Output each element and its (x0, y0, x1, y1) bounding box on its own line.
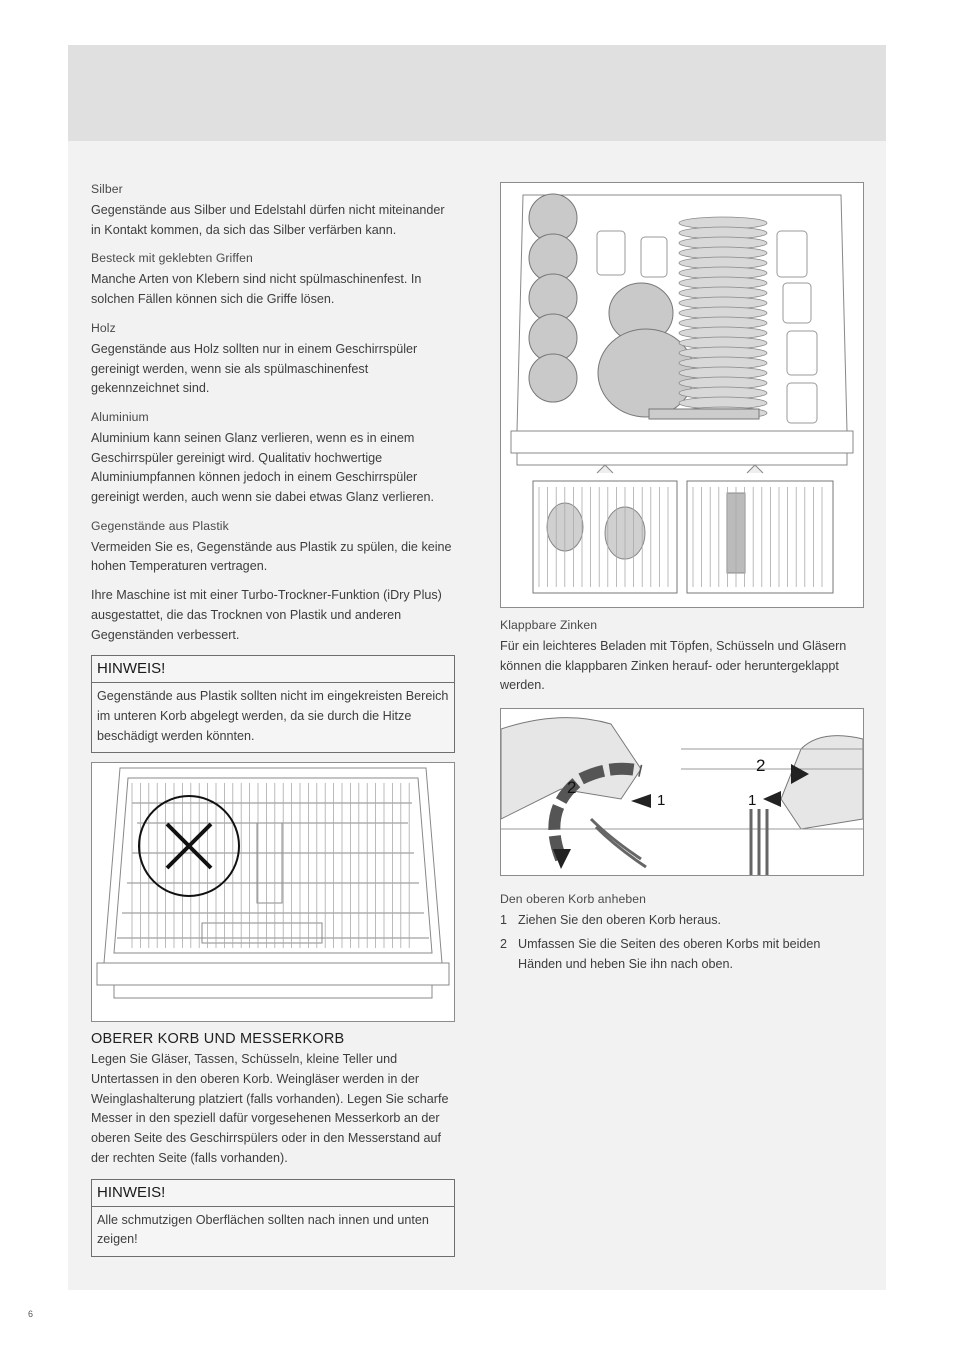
wood-text: Gegenstände aus Holz sollten nur in einem Geschirrspüler gereinigt werden, wenn sie als spülmaschinenfest gekennzeichnet sind. (91, 341, 418, 396)
aluminium-heading: Aluminium (91, 409, 149, 424)
lift-step-text: Ziehen Sie den oberen Korb heraus. (518, 913, 722, 928)
foldable-tines-illustration (501, 709, 863, 875)
notice-box-plastic (91, 655, 455, 753)
right-column (500, 182, 864, 978)
label-left-2: 2 (567, 778, 577, 798)
notice-title: HINWEIS! (92, 656, 454, 683)
notice-text: Gegenstände aus Plastik sollten nicht im eingekreisten Bereich im unteren Korb abgelegt werden, da sie durch die Hitze beschädigt werden könnten. (97, 689, 449, 743)
notice-box-surfaces (91, 1179, 455, 1257)
lift-step-number: 2 (500, 936, 508, 951)
label-left-1: 1 (657, 792, 666, 810)
lift-step (500, 935, 864, 974)
foldable-text: Für ein leichteres Beladen mit Töpfen, Schüsseln und Gläsern können die klappbaren Zinken herauf- oder heruntergeklappt werden. (500, 639, 847, 693)
notice-title-2: HINWEIS! (92, 1180, 454, 1207)
upper-basket-figure (500, 182, 864, 608)
plastic-text: Vermeiden Sie es, Gegenstände aus Plastik zu spülen, die keine hohen Temperaturen vertragen. (91, 539, 452, 574)
notice-text-2: Alle schmutzigen Oberflächen sollten nach innen und unten zeigen! (97, 1212, 429, 1247)
page-number: 6 (28, 1309, 34, 1319)
label-right-1: 1 (748, 792, 757, 810)
silver-text: Gegenstände aus Silber und Edelstahl dürfen nicht miteinander in Kontakt kommen, da sich das Silber verfärben kann. (91, 203, 445, 237)
left-column (91, 180, 455, 1257)
label-right-2: 2 (756, 756, 766, 776)
lower-basket-figure (91, 762, 455, 1022)
foldable-heading: Klappbare Zinken (500, 618, 598, 632)
lift-step-text: Umfassen Sie die Seiten des oberen Korbs mit beiden Händen und heben Sie ihn nach oben. (518, 936, 821, 971)
upper-basket-text: Legen Sie Gläser, Tassen, Schüsseln, kleine Teller und Untertassen in den oberen Korb. Weingläser werden in der Weinglashalterung platziert (falls vorhanden). Legen Sie scharfe Messer in den speziell dafür vorgesehenen Messerkorb an der oberen Seite des Geschirrspülers oder in den Messerstand auf der rechten Seite (falls vorhanden). (91, 1052, 449, 1165)
lift-heading: Den oberen Korb anheben (500, 892, 646, 907)
silver-heading: Silber (91, 182, 123, 196)
lower-basket-illustration (92, 763, 454, 1021)
lift-step-number: 1 (500, 913, 508, 928)
upper-basket-title: OBERER KORB UND MESSERKORB (91, 1031, 345, 1048)
upper-basket-illustration (501, 183, 863, 607)
wood-heading: Holz (91, 320, 116, 335)
cutlery-text: Manche Arten von Klebern sind nicht spülmaschinenfest. In solchen Fällen können sich die Griffe lösen. (91, 272, 422, 307)
plastic-heading: Gegenstände aus Plastik (91, 518, 229, 533)
header-band (68, 45, 886, 141)
lift-step (500, 911, 864, 931)
plastic-text-2: Ihre Maschine ist mit einer Turbo-Trockner-Funktion (iDry Plus) ausgestattet, die das Trocknen von Plastik und anderen Gegenständen verbessert. (91, 588, 442, 642)
cutlery-heading: Besteck mit geklebten Griffen (91, 251, 253, 266)
foldable-tines-figure (500, 708, 864, 876)
aluminium-text: Aluminium kann seinen Glanz verlieren, wenn es in einem Geschirrspüler gereinigt wird. Qualitativ hochwertige Aluminiumpfannen können jedoch in einem Geschirrspüler gereinigt werden, auch wenn sie dabei etwas Glanz verlieren. (91, 430, 435, 505)
